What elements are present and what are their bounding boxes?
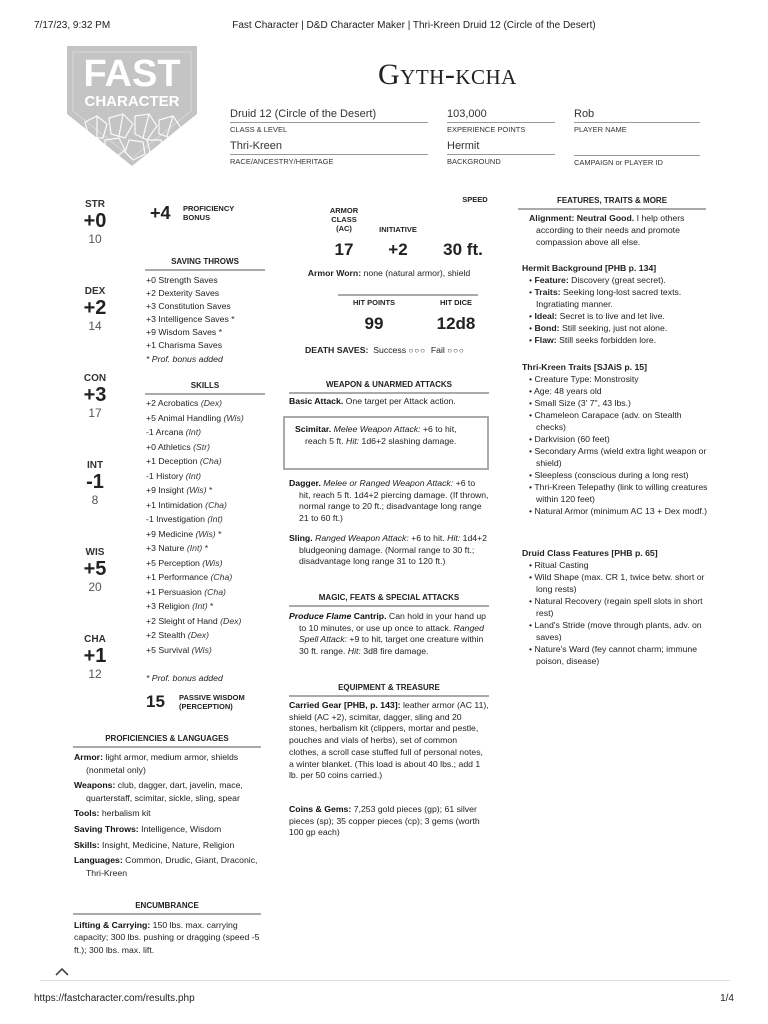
- passive-label-1: PASSIVE WISDOM: [179, 693, 245, 702]
- character-name: Gyth-kcha: [378, 58, 517, 91]
- fast-character-logo: [63, 44, 201, 168]
- thri-kreen-trait: • Creature Type: Monstrosity: [529, 374, 639, 384]
- death-save-fail-circles: ○○○: [447, 346, 465, 355]
- footer-divider: [40, 980, 730, 981]
- skill-item: +2 Stealth (Dex): [146, 630, 210, 640]
- ability-cha: CHA +1 12: [83, 634, 107, 681]
- features-header: FEATURES, TRAITS & MORE: [518, 196, 706, 210]
- print-url: https://fastcharacter.com/results.php: [34, 993, 195, 1004]
- save-item: +0 Strength Saves: [146, 275, 218, 285]
- armor-worn: Armor Worn: none (natural armor), shield: [307, 268, 471, 278]
- dagger-attack: Dagger. Melee or Ranged Weapon Attack: +6 to hit, reach 5 ft. 1d4+2 piercing damage. (If thrown, normal range to 20 ft.; disadvantage long range 21 to 60 ft.): [289, 478, 489, 524]
- thri-kreen-trait: • Thri-Kreen Telepathy (link to willing creatures within 120 feet): [529, 482, 708, 504]
- skills-note: * Prof. bonus added: [146, 673, 223, 683]
- passive-label-2: (PERCEPTION): [179, 702, 233, 711]
- thri-kreen-trait: • Chameleon Carapace (adv. on Stealth checks): [529, 410, 682, 432]
- field-class-level: Druid 12 (Circle of the Desert) CLASS & LEVEL: [230, 108, 428, 134]
- druid-class-features: Druid Class Features [PHB p. 65] • Ritual Casting • Wild Shape (max. CR 1, twice betw. short or long rests) • Natural Recovery (regain spell slots in short rest) • Land's Stride (move through plants, adv. on saves) • Nature's Ward (fey cannot charm; immune poison, disease): [522, 547, 708, 667]
- hermit-item: • Flaw: Still seeks forbidden lore.: [529, 335, 657, 345]
- ability-str: STR +0 10: [83, 199, 107, 246]
- hit-dice-value: 12d8: [436, 314, 476, 333]
- save-item: +3 Constitution Saves: [146, 301, 231, 312]
- thri-kreen-trait: • Natural Armor (minimum AC 13 + Dex modf.): [529, 506, 708, 516]
- skill-item: +9 Medicine (Wis) *: [146, 528, 222, 539]
- scimitar-box: Scimitar. Melee Weapon Attack: +6 to hit, reach 5 ft. Hit: 1d6+2 slashing damage.: [283, 416, 489, 470]
- druid-feature: • Nature's Ward (fey cannot charm; immune poison, disease): [529, 644, 698, 666]
- skill-item: +9 Insight (Wis) *: [146, 485, 213, 495]
- save-item: +2 Dexterity Saves: [146, 288, 220, 299]
- field-player-name: Rob PLAYER NAME: [574, 108, 700, 134]
- skills-header: SKILLS: [145, 381, 265, 395]
- thri-kreen-trait: • Darkvision (60 feet): [529, 434, 610, 444]
- druid-feature: • Natural Recovery (regain spell slots in short rest): [529, 596, 703, 618]
- ac-label: ARMOR CLASS (AC): [329, 206, 359, 233]
- encumbrance-body: Lifting & Carrying: 150 lbs. max. carrying capacity; 300 lbs. pushing or dragging (speed -5 ft.); 300 lbs. max. lift.: [74, 920, 260, 955]
- print-datetime: 7/17/23, 9:32 PM: [34, 20, 111, 31]
- skill-item: +2 Sleight of Hand (Dex): [146, 615, 242, 626]
- druid-feature: • Wild Shape (max. CR 1, twice betw. short or long rests): [529, 572, 705, 594]
- skill-item: +2 Acrobatics (Dex): [146, 398, 223, 408]
- encumbrance-header: ENCUMBRANCE: [73, 901, 261, 915]
- hp-value: 99: [364, 314, 384, 333]
- chevron-up-icon[interactable]: [54, 966, 70, 978]
- hermit-background: Hermit Background [PHB p. 134] • Feature: Discovery (great secret). • Traits: Seeking long-lost sacred texts. Ingratiating manner. • Ideal: Secret is to live and let live. • Bond: Still seeking, just not alone. • Flaw: Still seeks forbidden lore.: [522, 262, 708, 346]
- save-item: +3 Intelligence Saves *: [146, 314, 235, 325]
- field-background: Hermit BACKGROUND: [447, 140, 555, 166]
- skills-list: [146, 396, 244, 657]
- speed-label: SPEED: [462, 195, 488, 204]
- skill-item: +5 Perception (Wis): [146, 557, 223, 568]
- hermit-item: • Ideal: Secret is to live and let live.: [529, 311, 665, 321]
- alignment: Alignment: Neutral Good. I help others according to their needs and promote compassion above all else.: [529, 213, 685, 247]
- skill-item: +1 Intimidation (Cha): [146, 499, 227, 510]
- save-item: +1 Charisma Saves: [146, 340, 223, 351]
- save-item: +9 Wisdom Saves *: [146, 327, 223, 338]
- skill-item: +0 Athletics (Str): [146, 441, 210, 452]
- logo-fast: FAST: [83, 53, 181, 95]
- initiative-value: +2: [388, 240, 408, 259]
- ability-int: INT -1 8: [86, 460, 104, 507]
- print-page-number: 1/4: [720, 993, 734, 1004]
- ability-dex: DEX +2 14: [83, 286, 107, 333]
- skill-item: +1 Deception (Cha): [146, 456, 222, 466]
- passive-value: 15: [146, 692, 165, 711]
- hp-divider: [338, 294, 478, 296]
- proficiency-value: +4: [150, 203, 171, 223]
- speed-value: 30 ft.: [443, 240, 483, 259]
- hermit-item: • Feature: Discovery (great secret).: [529, 275, 666, 285]
- hit-dice-label: HIT DICE: [439, 298, 473, 307]
- field-campaign: CAMPAIGN or PLAYER ID: [574, 140, 700, 167]
- proficiency-label-1: PROFICIENCY: [183, 204, 235, 213]
- logo-character: CHARACTER: [84, 93, 180, 110]
- prof-lang-header: PROFICIENCIES & LANGUAGES: [73, 734, 261, 748]
- skill-item: +1 Persuasion (Cha): [146, 586, 226, 597]
- prof-lang-body: Armor: light armor, medium armor, shields (nonmetal only) Weapons: club, dagger, dart, javelin, mace, quarterstaff, scimitar, sickle, sling, spear Tools: herbalism kit Saving Throws: Intelligence, Wisdom Skills: Insight, Medicine, Nature, Religion Languages: Common, Drudic, Giant, Draconic, Thri-Kreen: [74, 752, 258, 878]
- skill-item: -1 Arcana (Int): [146, 427, 202, 437]
- hp-label: HIT POINTS: [352, 298, 396, 307]
- thri-kreen-trait: • Sleepless (conscious during a long rest): [529, 470, 689, 480]
- ability-con: CON +3 17: [83, 373, 107, 420]
- skill-item: -1 History (Int): [146, 470, 202, 481]
- druid-feature: • Ritual Casting: [529, 560, 589, 570]
- coins-gems: Coins & Gems: 7,253 gold pieces (gp); 61 silver pieces (sp); 35 copper pieces (cp); 3 gems (worth 100 gp each): [289, 804, 480, 838]
- skill-item: +3 Nature (Int) *: [146, 543, 209, 553]
- ac-value: 17: [334, 240, 354, 259]
- hermit-item: • Bond: Still seeking, just not alone.: [529, 323, 668, 333]
- thri-kreen-trait: • Small Size (3' 7", 43 lbs.): [529, 398, 631, 408]
- initiative-label: INITIATIVE: [379, 225, 417, 234]
- ability-wis: WIS +5 20: [83, 547, 107, 594]
- thri-kreen-traits: Thri-Kreen Traits [SJAiS p. 15] • Creature Type: Monstrosity • Age: 48 years old • Small Size (3' 7", 43 lbs.) • Chameleon Carapace (adv. on Stealth checks) • Darkvision (60 feet) • Secondary Arms (wield extra light weapon or shield) • Sleepless (conscious during a long rest) • Thri-Kreen Telepathy (link to willing creatures within 120 feet) • Natural Armor (minimum AC 13 + Dex modf.): [522, 362, 708, 516]
- saving-throws-list: [146, 274, 235, 366]
- produce-flame: Produce Flame Cantrip. Can hold in your hand up to 10 minutes, or use up once to attack. Ranged Spell Attack: +9 to hit, target one creature within 30 ft. range. Hit: 3d8 fire damage.: [289, 611, 487, 657]
- field-race: Thri-Kreen RACE/ANCESTRY/HERITAGE: [230, 140, 428, 166]
- death-save-success-circles: ○○○: [408, 346, 426, 355]
- skill-item: +1 Performance (Cha): [146, 572, 233, 582]
- proficiency-label-2: BONUS: [183, 213, 211, 222]
- print-title: Fast Character | D&D Character Maker | Thri-Kreen Druid 12 (Circle of the Desert): [232, 20, 596, 31]
- basic-attack: Basic Attack. One target per Attack action.: [289, 396, 456, 406]
- attacks-header: WEAPON & UNARMED ATTACKS: [289, 380, 489, 394]
- sling-attack: Sling. Ranged Weapon Attack: +6 to hit. Hit: 1d4+2 bludgeoning damage. (Normal range to 30 ft.; disadvantage long range 31 to 120 ft.): [289, 533, 488, 567]
- hermit-item: • Traits: Seeking long-lost sacred texts. Ingratiating manner.: [529, 287, 682, 309]
- skill-item: +3 Religion (Int) *: [146, 601, 214, 611]
- skill-item: +5 Animal Handling (Wis): [146, 412, 244, 423]
- field-xp: 103,000 EXPERIENCE POINTS: [447, 108, 555, 134]
- skill-item: +5 Survival (Wis): [146, 644, 212, 655]
- skill-item: -1 Investigation (Int): [146, 514, 223, 524]
- druid-feature: • Land's Stride (move through plants, adv. on saves): [529, 620, 702, 642]
- carried-gear: Carried Gear [PHB, p. 143]: leather armor (AC 11), shield (AC +2), scimitar, dagger, sling and 20 stones, herbalism kit (clippers, mortar and pestle, pouches and vials of herbs), set of common clothes, a scroll case stuffed full of personal notes, a winter blanket. (This load is about 40 lbs.; add 1 lb. per 50 coins carried.): [289, 700, 489, 781]
- thri-kreen-trait: • Secondary Arms (wield extra light weapon or shield): [529, 446, 707, 468]
- thri-kreen-trait: • Age: 48 years old: [529, 386, 602, 396]
- death-saves: DEATH SAVES: Success ○○○ Fail ○○○: [305, 345, 465, 355]
- saving-throws-header: SAVING THROWS: [145, 257, 265, 271]
- equipment-header: EQUIPMENT & TREASURE: [289, 683, 489, 697]
- magic-header: MAGIC, FEATS & SPECIAL ATTACKS: [289, 593, 489, 607]
- save-note: * Prof. bonus added: [146, 353, 223, 364]
